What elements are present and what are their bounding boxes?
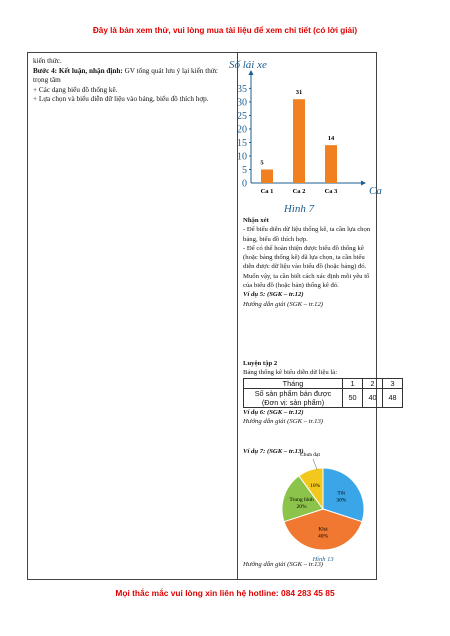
table-row [244,378,403,388]
pie-slice-label: Tốt [337,490,346,497]
remark-line2: - Để có thể hoàn thiện được biểu đồ thống kê (hoặc bảng thống kê) đã lựa chọn, ta cần biểu diễn được dữ liệu vào biểu đồ (hoặc bảng) đó. Muốn vậy, ta cần biết cách xác định mỗi yêu tố của biểu đồ (hoặc bản) thống kê đó. [243,244,370,290]
example6-solution: Hướng dẫn giải (SGK – tr.13) [243,418,324,426]
y-tick-label: 10 [237,151,247,163]
table-row-label: Số sản phẩm bán được (Đơn vị: sản phẩm) [244,388,343,407]
x-tick-label: Ca 3 [324,188,338,195]
preview-notice: Đây là bản xem thử, vui lòng mua tài liệu để xem chi tiết (có lời giải) [92,26,358,35]
practice-title: Luyện tập 2 [243,360,278,367]
y-tick-label: 5 [242,164,247,176]
y-axis-label: Số lái xe [229,59,267,71]
pie-slice-value: 30% [336,497,347,504]
example5-title: Ví dụ 5: (SGK – tr.12) [243,291,304,299]
stats-table [243,378,403,408]
pie-slice-value: 40% [317,533,329,540]
step4-paragraph [33,67,233,86]
x-axis-label: Ca [369,185,382,197]
pie-chart [263,452,383,565]
x-tick-label: Ca 2 [292,188,306,195]
table-header-cell: 1 [343,378,363,388]
practice-caption: Bảng thống kê biểu diễn dữ liệu là: [243,369,338,377]
y-tick-label: 20 [237,124,247,136]
bar-chart [213,59,385,219]
example7-solution: Hướng dẫn giải (SGK – tr.13) [243,561,324,568]
pie-slice-value: 20% [296,504,307,511]
content-table [27,52,397,580]
table-header-cell: Tháng [244,378,343,388]
bar-value-label: 5 [260,159,264,167]
step4-label: Bước 4: Kết luận, nhận định: [33,66,123,75]
y-tick-label: 30 [237,97,247,109]
pie-slice-label: Khá [318,526,328,533]
example6-title: Ví dụ 6: (SGK – tr.12) [243,408,304,416]
bar [261,169,273,183]
bar-value-label: 31 [295,89,303,97]
example5-solution: Hướng dẫn giải (SGK – tr.12) [243,300,324,308]
x-tick-label: Ca 1 [260,188,274,195]
remark-block [243,216,373,309]
pie-slice-label: Chưa đạt [300,452,320,458]
example7-title: Ví dụ 7: (SGK – tr.13) [243,448,304,455]
table-cell: 48 [383,388,403,407]
hotline-footer: Mọi thắc mắc vui lòng xin liên hệ hotline: 084 283 45 85 [115,588,335,598]
y-tick-label: 15 [237,137,247,149]
left-line1: kiến thức. [33,57,62,65]
x-axis-arrow [361,181,366,186]
pie-slice-label: Trung bình [289,497,314,504]
remark-title: Nhận xét [243,217,269,224]
table-cell: 50 [343,388,363,407]
bar [293,99,305,183]
table-header-cell: 2 [363,378,383,388]
y-tick-label: 35 [237,83,247,95]
step4-text: GV tổng quát lưu ý lại kiến thức trọng tâm [33,66,218,85]
remark-line1: - Để biểu diễn dữ liệu thống kê, ta cần lựa chọn bảng, biểu đồ thích hợp. [243,226,371,243]
practice-block [243,359,397,426]
pie-slice-value: 10% [310,482,321,489]
y-tick-label: 0 [242,178,247,190]
bullet-chart-types: + Các dạng biểu đồ thống kê. [33,85,118,94]
pie-title: Hình 13 [312,556,334,563]
bar-value-label: 14 [327,135,335,143]
table-row [244,388,403,407]
y-tick-label: 25 [237,110,247,122]
table-cell: 40 [363,388,383,407]
chart-title: Hình 7 [283,203,315,215]
table-header-cell: 3 [383,378,403,388]
bar [325,145,337,183]
bullet-choose-table: + Lựa chọn và biểu diễn dữ liệu vào bảng, biểu đồ thích hợp. [33,95,209,104]
left-column [33,57,233,105]
